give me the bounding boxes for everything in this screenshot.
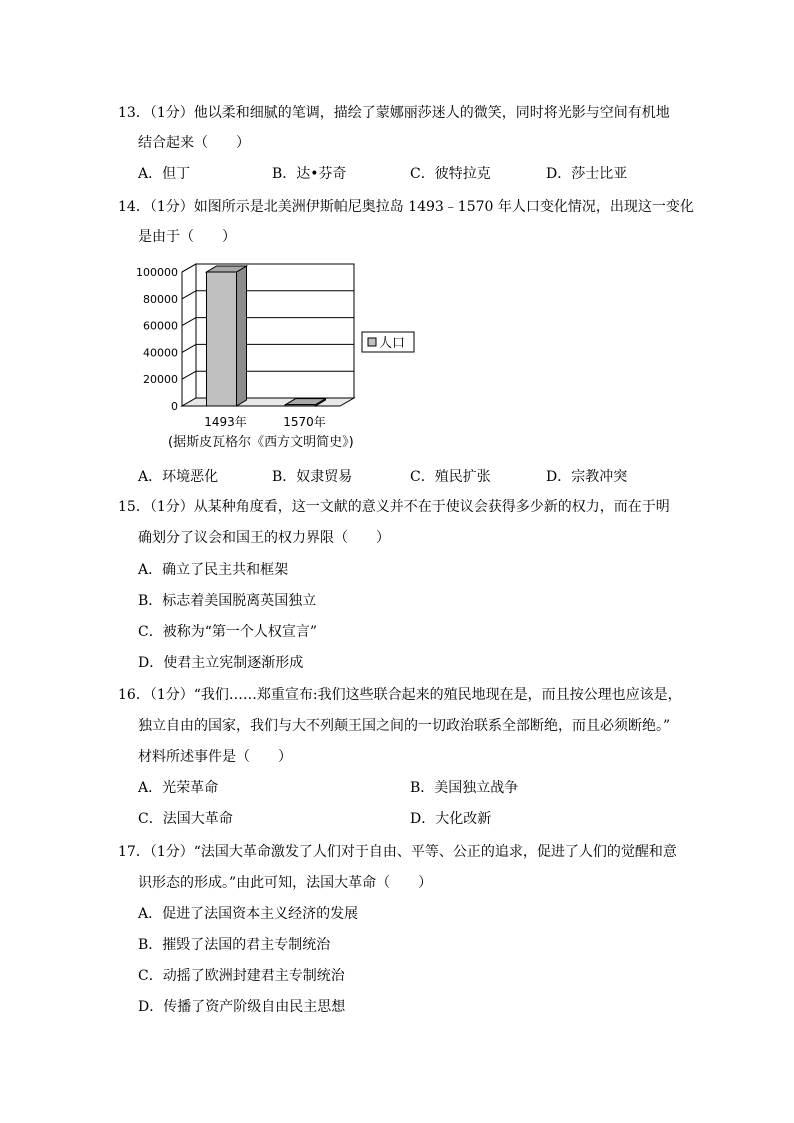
y-tick-label: 0: [171, 400, 178, 413]
q16-option-d: D．大化改新: [410, 811, 492, 827]
q16-option-a: A．光荣革命: [138, 780, 219, 796]
bar-side-1: [237, 266, 247, 406]
chart-source-note: (据斯皮瓦格尔《西方文明简史》): [168, 435, 354, 450]
x-category-label: 1570年: [283, 415, 326, 429]
legend-label-population: 人口: [379, 336, 406, 351]
q15-option-b: B．标志着美国脱离英国独立: [138, 593, 317, 609]
q17-option-d: D．传播了资产阶级自由民主思想: [138, 999, 346, 1015]
q17-option-b: B．摧毁了法国的君主专制统治: [138, 937, 331, 953]
q15-option-d: D．使君主立宪制逐渐形成: [138, 655, 304, 671]
legend-swatch: [368, 338, 376, 346]
population-bar-chart: [130, 258, 430, 458]
q15-stem-line-2: 确划分了议会和国王的权力界限（ ）: [138, 530, 390, 546]
y-tick-label: 40000: [143, 346, 178, 360]
q17-option-c: C．动摇了欧洲封建君主专制统治: [138, 968, 345, 984]
q16-stem-line-3: 材料所述事件是（ ）: [138, 749, 292, 765]
y-tick-label: 100000: [136, 266, 178, 279]
q14-option-a: A．环境恶化: [138, 469, 219, 485]
q14-stem-line-1: 14．（1分）如图所示是北美洲伊斯帕尼奥拉岛 1493﹣1570 年人口变化情况，出现这一变化: [118, 199, 694, 215]
q13-option-a: A．但丁: [138, 166, 191, 182]
chart-legend: [362, 332, 414, 352]
chart-side-wall: [182, 264, 196, 406]
bar-2: [286, 405, 316, 406]
q15-option-a: A．确立了民主共和框架: [138, 562, 289, 578]
q17-stem-line-1: 17．（1分）“法国大革命激发了人们对于自由、平等、公正的追求，促进了人们的觉醒和意: [118, 844, 677, 860]
y-tick-label: 60000: [143, 319, 178, 333]
bar-1: [207, 272, 237, 406]
y-tick-label: 20000: [143, 373, 178, 387]
q13-stem-line-2: 结合起来（ ）: [138, 135, 250, 151]
q13-option-d: D．莎士比亚: [546, 166, 628, 182]
q13-stem-line-1: 13．（1分）他以柔和细腻的笔调，描绘了蒙娜丽莎迷人的微笑，同时将光影与空间有机地: [118, 105, 670, 121]
q14-option-d: D．宗教冲突: [546, 469, 628, 485]
q13-option-c: C．彼特拉克: [410, 166, 491, 182]
q15-stem-line-1: 15．（1分）从某种角度看，这一文献的意义并不在于使议会获得多少新的权力，而在于明: [118, 499, 670, 515]
q14-option-c: C．殖民扩张: [410, 469, 491, 485]
q17-option-a: A．促进了法国资本主义经济的发展: [138, 906, 359, 922]
y-tick-label: 80000: [143, 292, 178, 306]
q15-option-c: C．被称为“第一个人权宣言”: [138, 624, 318, 640]
q16-option-c: C．法国大革命: [138, 811, 233, 827]
q17-stem-line-2: 识形态的形成。”由此可知，法国大革命（ ）: [138, 875, 433, 891]
q16-option-b: B．美国独立战争: [410, 780, 519, 796]
q16-stem-line-2: 独立自由的国家，我们与大不列颠王国之间的一切政治联系全部断绝，而且必须断绝。”: [138, 718, 671, 734]
q16-stem-line-1: 16．（1分）“我们……郑重宣布:我们这些联合起来的殖民地现在是，而且按公理也应该是，: [118, 687, 682, 703]
q14-stem-line-2: 是由于（ ）: [138, 229, 236, 245]
q13-option-b: B．达•芬奇: [272, 166, 347, 182]
q14-option-b: B．奴隶贸易: [272, 469, 353, 485]
x-category-label: 1493年: [204, 415, 247, 429]
